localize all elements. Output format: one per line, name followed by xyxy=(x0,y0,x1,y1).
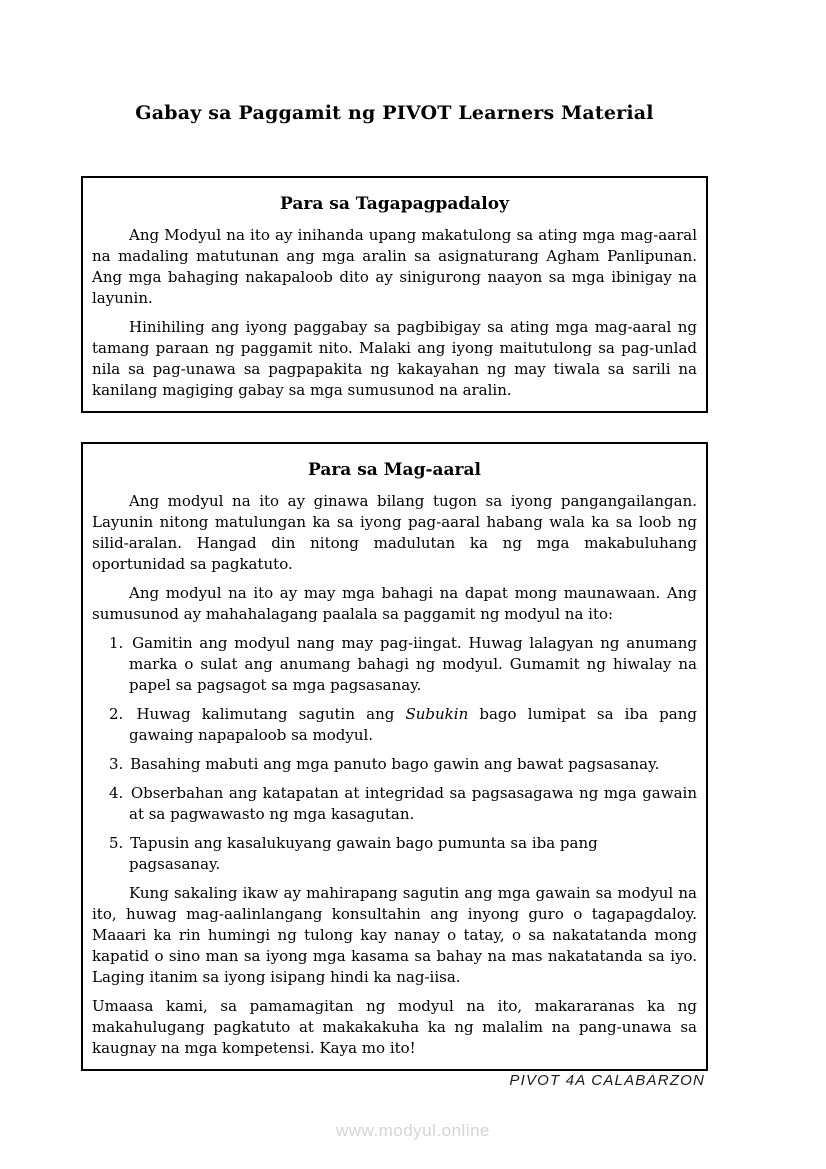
learner-paragraph-4: Umaasa kami, sa pamamagitan ng modyul na ito, makararanas ka ng makahulugang pagkatuto at makakakuha ka ng malalim na pang-unawa sa kaugnay na mga kompetensi. Kaya mo ito! xyxy=(92,997,697,1057)
list-item-number: 5. xyxy=(109,834,124,852)
learner-box xyxy=(81,442,708,1071)
list-item-number: 4. xyxy=(109,784,124,802)
reminders-list xyxy=(109,633,697,875)
learner-box-heading: Para sa Mag-aaral xyxy=(308,460,481,480)
list-item xyxy=(109,704,697,746)
list-item-italic-text: Subukin xyxy=(405,705,469,723)
list-item-text: pagsasanay. xyxy=(129,855,221,873)
list-item-number: 2. xyxy=(109,705,124,723)
list-item-number: 1. xyxy=(109,634,124,652)
page-title: Gabay sa Paggamit ng PIVOT Learners Material xyxy=(135,102,654,124)
list-item-text: Gamitin ang modyul nang may pag-iingat. Huwag lalagyan ng anumang marka o sulat ang anumang bahagi ng modyul. Gumamit ng hiwalay na papel sa pagsagot sa mga pagsasanay. xyxy=(129,634,697,694)
list-item-text: Huwag kalimutang sagutin ang xyxy=(136,705,395,723)
facilitator-box xyxy=(81,176,708,413)
list-item xyxy=(109,783,697,825)
learner-paragraph-1: Ang modyul na ito ay ginawa bilang tugon sa iyong pangangailangan. Layunin nitong matulungan ka sa iyong pag-aaral habang wala ka sa loob ng silid-aralan. Hangad din nitong madulutan ka ng mga makabuluhang oportunidad sa pagkatuto. xyxy=(92,492,697,573)
list-item-number: 3. xyxy=(109,755,124,773)
watermark-url: www.modyul.online xyxy=(335,1121,490,1140)
learner-paragraph-3: Kung sakaling ikaw ay mahirapang sagutin ang mga gawain sa modyul na ito, huwag mag-aalinlangang konsultahin ang inyong guro o tagapagdaloy. Maaari ka rin humingi ng tulong kay nanay o tatay, o sa nakatatanda mong kapatid o sino man sa iyong mga kasama sa bahay na mas nakatatanda sa iyo. Laging itanim sa iyong isipang hindi ka nag-iisa. xyxy=(92,884,697,986)
list-item-text: Tapusin ang kasalukuyang gawain bago pumunta sa iba pang xyxy=(130,834,598,852)
footer-brand: PIVOT 4A CALABARZON xyxy=(509,1072,705,1089)
facilitator-box-heading: Para sa Tagapagpadaloy xyxy=(280,194,509,214)
list-item-text: bago lumipat sa iba pang gawaing napapaloob sa modyul. xyxy=(129,705,697,744)
list-item-text: Basahing mabuti ang mga panuto bago gawin ang bawat pagsasanay. xyxy=(130,755,660,773)
list-item xyxy=(109,633,697,696)
facilitator-paragraph-1: Ang Modyul na ito ay inihanda upang makatulong sa ating mga mag-aaral na madaling matutunan ang mga aralin sa asignaturang Agham Panlipunan. Ang mga bahaging nakapaloob dito ay sinigurong naayon sa mga ibinigay na layunin. xyxy=(92,226,697,307)
list-item xyxy=(109,754,697,775)
list-item-text: Obserbahan ang katapatan at integridad sa pagsasagawa ng mga gawain at sa pagwawasto ng mga kasagutan. xyxy=(129,784,697,823)
learner-paragraph-2: Ang modyul na ito ay may mga bahagi na dapat mong maunawaan. Ang sumusunod ay mahahalagang paalala sa paggamit ng modyul na ito: xyxy=(92,584,697,623)
facilitator-paragraph-2: Hinihiling ang iyong paggabay sa pagbibigay sa ating mga mag-aaral ng tamang paraan ng paggamit nito. Malaki ang iyong maitutulong sa pag-unlad nila sa pag-unawa sa pagpapakita ng kakayahan ng may tiwala sa sarili na kanilang magiging gabay sa mga sumusunod na aralin. xyxy=(92,318,697,399)
list-item xyxy=(109,833,697,875)
